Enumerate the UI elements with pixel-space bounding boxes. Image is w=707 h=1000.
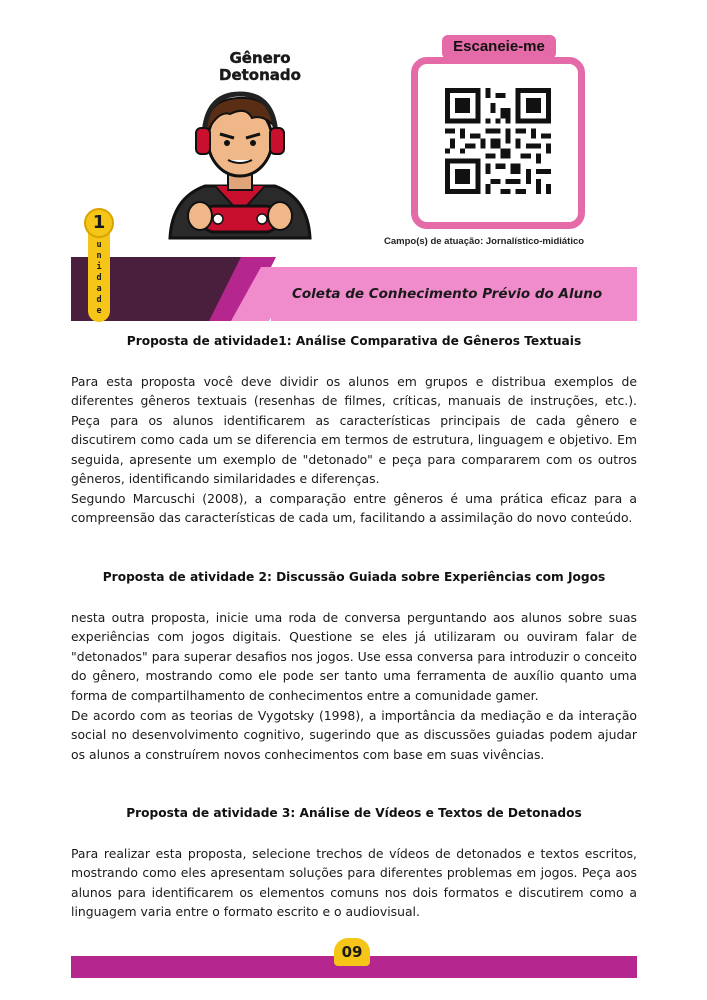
unit-letter: i bbox=[96, 262, 102, 272]
unit-letter: d bbox=[96, 273, 102, 283]
banner-title: Coleta de Conhecimento Prévio do Aluno bbox=[292, 286, 603, 302]
campo-de-atuacao: Campo(s) de atuação: Jornalístico-midiático bbox=[384, 236, 585, 247]
section-paragraph: Para esta proposta você deve dividir os alunos em grupos e distribua exemplos de diferentes gêneros textuais (resenhas de filmes, críticas, manuais de instruções, etc.). Peça para os alunos identificarem as características principais de cada gênero e discutirem como cada um se diferencia em termos de estrutura, linguagem e objetivo. Em seguida, apresente um exemplo de "detonado" e peça para compararem com os outros gêneros, identificando similaridades e diferenças. bbox=[71, 374, 637, 487]
page-number: 09 bbox=[334, 938, 370, 966]
section-heading: Proposta de atividade 3: Análise de Vídeos e Textos de Detonados bbox=[126, 806, 582, 820]
logo-title-line1: Gênero bbox=[229, 49, 291, 67]
section-heading: Proposta de atividade 2: Discussão Guiada sobre Experiências com Jogos bbox=[102, 570, 606, 584]
section-paragraph: Segundo Marcuschi (2008), a comparação entre gêneros é uma prática eficaz para a compreensão das características de cada um, facilitando a assimilação do novo conteúdo. bbox=[71, 491, 637, 526]
qr-code-icon[interactable] bbox=[443, 88, 553, 194]
unit-letter: e bbox=[96, 306, 102, 316]
unit-letter: d bbox=[96, 295, 102, 305]
section-heading: Proposta de atividade1: Análise Comparativa de Gêneros Textuais bbox=[126, 334, 582, 348]
unit-number: 1 bbox=[84, 208, 114, 238]
logo-title bbox=[205, 50, 315, 84]
logo-title-line2: Detonado bbox=[219, 66, 301, 84]
qr-label: Escaneie-me bbox=[442, 35, 556, 59]
section-paragraph: Para realizar esta proposta, selecione trechos de vídeos de detonados e textos escritos, mostrando como eles apresentam soluções para diferentes problemas em jogos. Peça aos alunos para identificarem os elementos comuns nos dois formatos e discutirem como a linguagem varia entre o formato escrito e o audiovisual. bbox=[71, 846, 637, 920]
unit-letter: u bbox=[96, 240, 102, 250]
unit-letter: a bbox=[96, 284, 102, 294]
section-paragraph: De acordo com as teorias de Vygotsky (1998), a importância da mediação e da interação social no desenvolvimento cognitivo, sugerindo que as discussões guiadas podem ajudar os alunos a construírem novos conhecimentos com base em suas vivências. bbox=[71, 708, 637, 762]
section-paragraph: nesta outra proposta, inicie uma roda de conversa perguntando aos alunos sobre suas experiências com jogos digitais. Questione se eles já utilizaram ou ouviram falar de "detonados" para superar desafios nos jogos. Use essa conversa para introduzir o conceito do gênero, mostrando como ele pode ser tanto uma ferramenta de auxílio quanto uma forma de compartilhamento de conhecimentos entre a comunidade gamer. bbox=[71, 610, 637, 703]
gamer-illustration bbox=[160, 88, 320, 248]
unit-letter: n bbox=[96, 251, 102, 261]
unit-strip bbox=[88, 232, 110, 322]
